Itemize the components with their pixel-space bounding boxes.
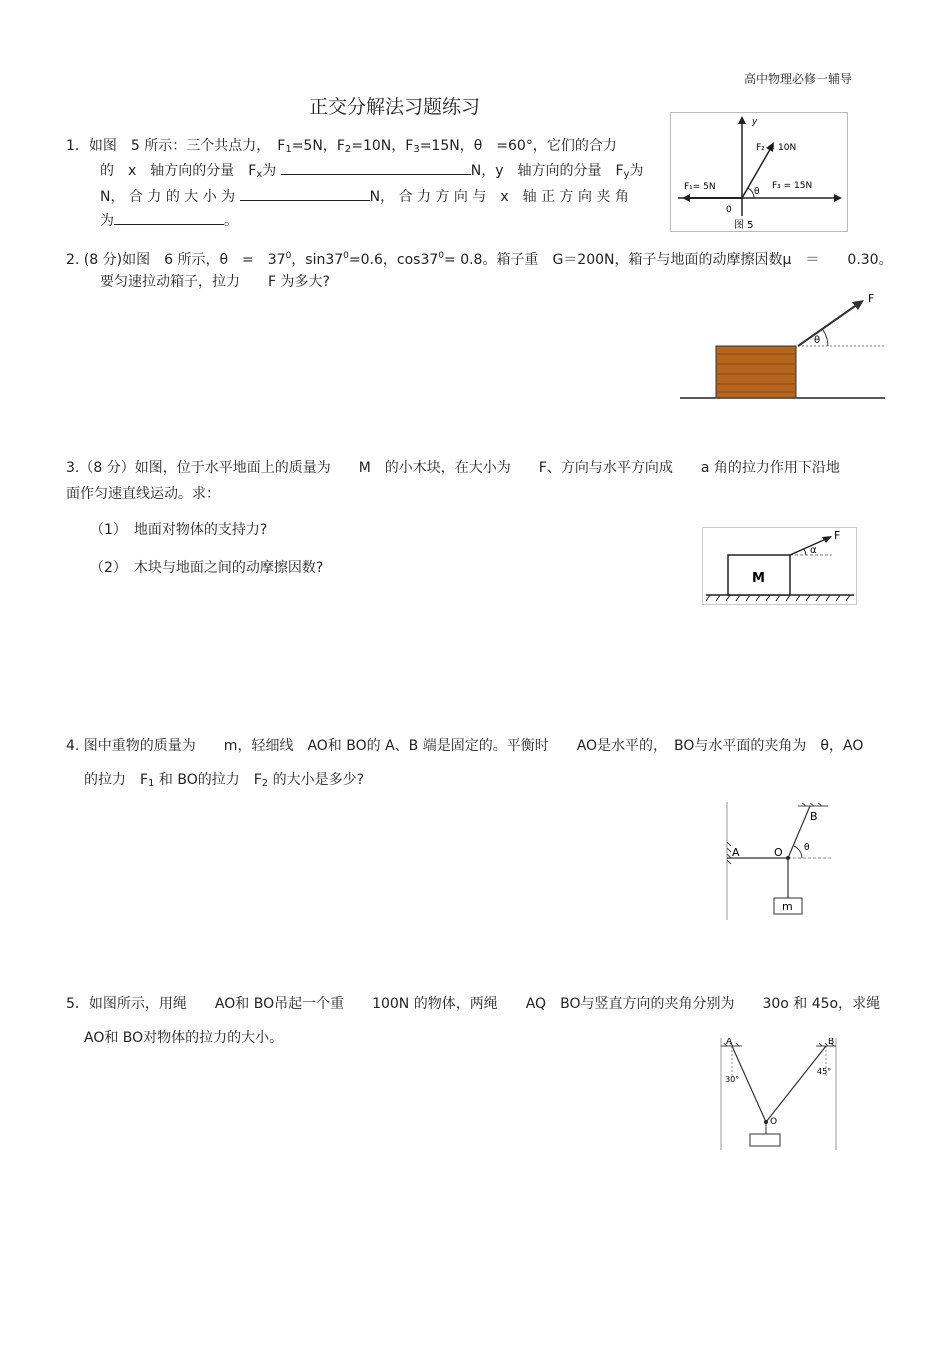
fig4-b-label: B <box>810 810 818 823</box>
q3-line-2: 面作匀速直线运动。求： <box>66 486 220 502</box>
q2-line-1: 2. (8 分)如图 6 所示，θ = $37^0$，$\sin 37^0=0.6$，$\cos 37^0= 0.8$。箱子重 G＝200N，箱子与地面的动摩擦因数μ ＝ 0.30。 <box>66 251 893 268</box>
figure-hanging-mass-diagram <box>724 802 834 920</box>
fig6-theta-label: θ <box>814 335 821 346</box>
fig4-a-label: A <box>732 846 740 859</box>
figure-block-diagram <box>702 527 857 605</box>
fig5b-b-label: B <box>828 1038 835 1047</box>
q1-blank-fx[interactable] <box>281 160 471 175</box>
fig4-o-label: O <box>774 846 783 859</box>
q1-line-1: 1．如图 5 所示：三个共点力， $F_1=5N$，$F_2=10N$，$F_3=15N$，θ =60°，它们的合力 <box>66 138 617 155</box>
q1-blank-angle[interactable] <box>114 210 224 225</box>
fig5b-30-label: 30° <box>725 1075 740 1084</box>
fig3-alpha-label: α <box>810 545 817 556</box>
q5-line-2: AO和 BO对物体的拉力的大小。 <box>84 1030 284 1046</box>
q1-blank-resultant[interactable] <box>240 186 370 201</box>
q3-part-2: （2） 木块与地面之间的动摩擦因数? <box>90 560 324 576</box>
rope-ao <box>732 1046 766 1122</box>
q3-line-1: 3.（8 分）如图，位于水平地面上的质量为 M 的小木块，在大小为 F、方向与水平方向成 a 角的拉力作用下沿地 <box>66 460 840 476</box>
fig6-f-label: F <box>868 292 875 305</box>
q4-line-2: 的拉力 $F_1$ 和 BO的拉力 $F_2$ 的大小是多少? <box>84 772 365 789</box>
fig5-origin-label: 0 <box>726 205 732 215</box>
fig5b-o-label: O <box>770 1117 778 1127</box>
fig4-m-label: m <box>782 900 793 913</box>
figure-two-ropes-diagram <box>718 1038 840 1150</box>
figure-6-box-diagram <box>680 290 890 405</box>
q1-line-4: 为 。 <box>100 210 238 231</box>
header-note: 高中物理必修一辅导 <box>744 72 853 86</box>
fig5-f1-label: F₁= 5N <box>684 182 716 192</box>
rope-bo <box>766 1046 826 1122</box>
fig5-f3-label: F₃ = 15N <box>772 181 813 191</box>
figure-5-force-diagram <box>670 112 848 232</box>
q5-line-1: 5．如图所示，用绳 AO和 BO吊起一个重 100N 的物体，两绳 AQ BO与竖直方向的夹角分别为 30o 和 45o，求绳 <box>66 996 881 1012</box>
q4-line-1: 4. 图中重物的质量为 m，轻细线 AO和 BO的 A、B 端是固定的。平衡时 AO是水平的， BO与水平面的夹角为 θ，AO <box>66 738 864 754</box>
fig5-y-label: y <box>752 117 758 127</box>
pull-force-vector <box>798 304 858 346</box>
fig5b-a-label: A <box>726 1038 733 1047</box>
q3-part-1: （1） 地面对物体的支持力? <box>90 522 268 538</box>
fig5-f2-label: F₂ = 10N <box>756 143 797 153</box>
block-m-label: M <box>752 571 765 586</box>
fig4-theta-label: θ <box>804 843 810 853</box>
fig3-f-label: F <box>834 529 841 542</box>
weight-box <box>750 1134 780 1146</box>
q1-line-3: N， 合 力 的 大 小 为 N， 合 力 方 向 与 x 轴 正 方 向 夹 角 <box>100 186 629 207</box>
q1-line-2: 的 x 轴方向的分量 $F_x$为 N，y 轴方向的分量 $F_y$为 <box>100 160 643 185</box>
fig5-theta-label: θ <box>754 187 760 197</box>
fig5-caption: 图 5 <box>734 220 754 231</box>
fig5b-45-label: 45° <box>817 1067 832 1076</box>
q2-line-2: 要匀速拉动箱子，拉力 F 为多大? <box>100 274 330 290</box>
page-title: 正交分解法习题练习 <box>309 96 481 118</box>
